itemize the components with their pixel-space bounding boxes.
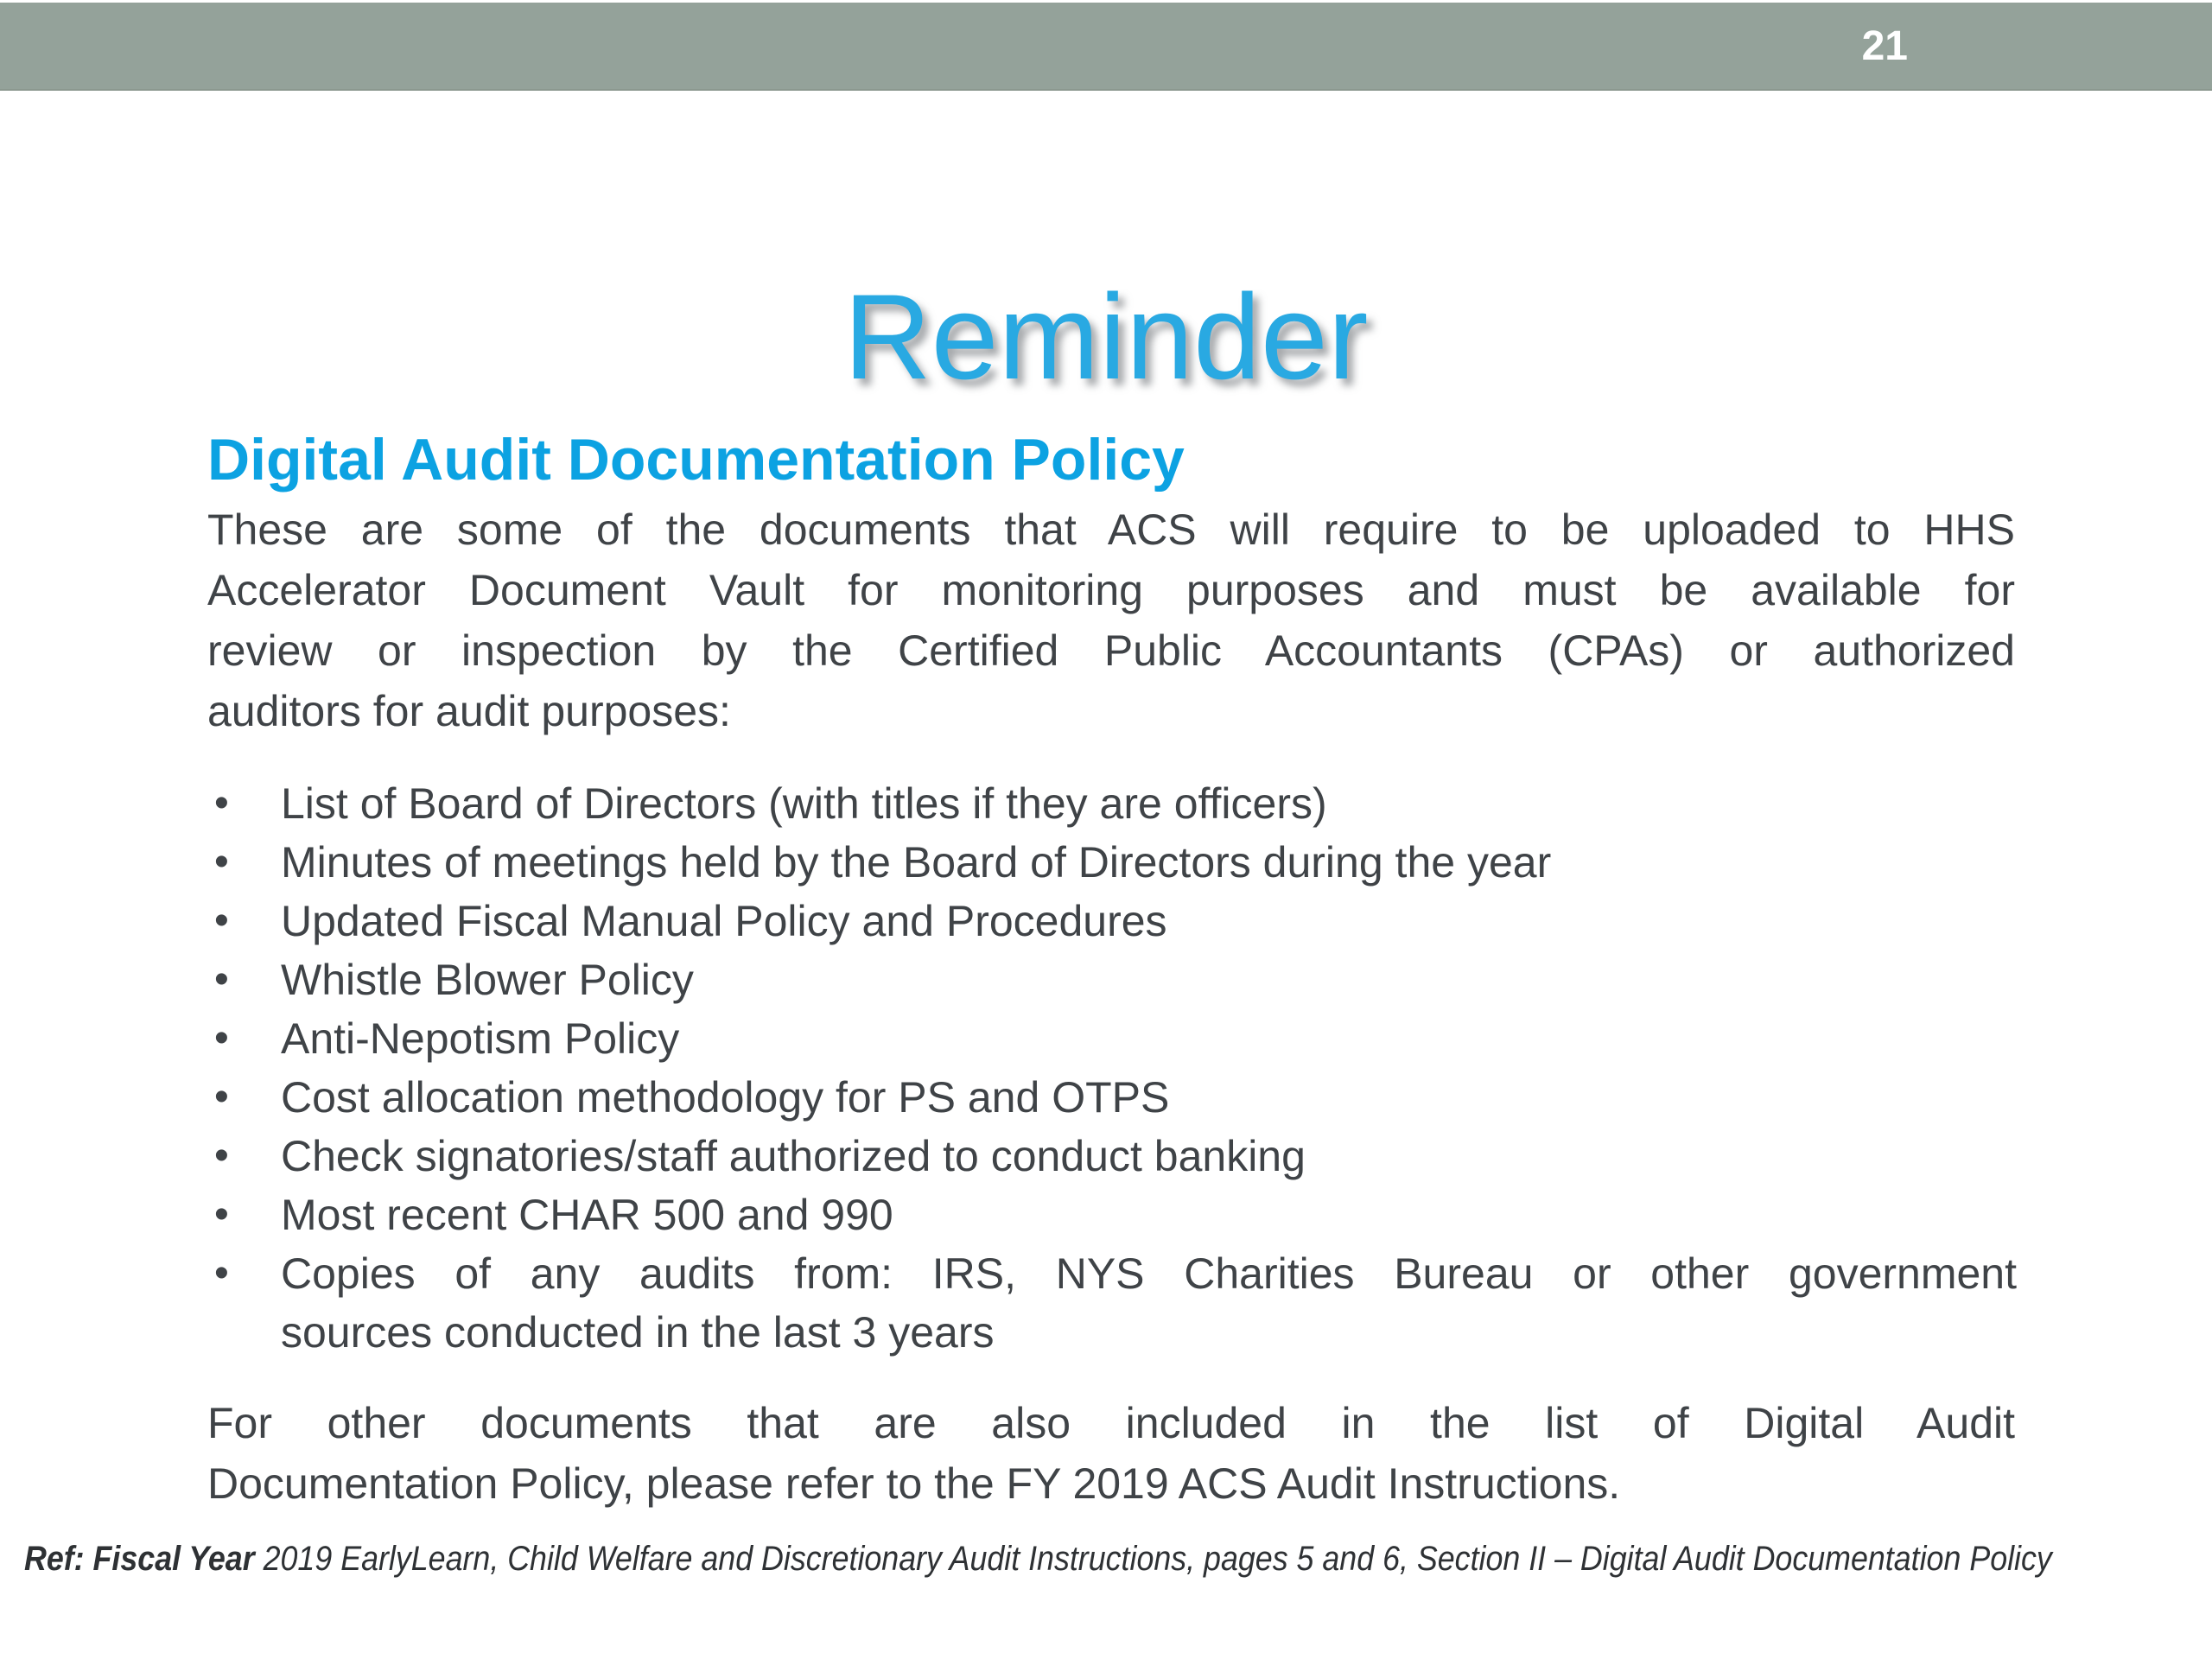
intro-paragraph xyxy=(207,499,2015,741)
bullet-item: • Check signatories/staff authorized to conduct banking xyxy=(207,1127,2017,1185)
bullet-item: • Whistle Blower Policy xyxy=(207,950,2017,1009)
closing-paragraph xyxy=(207,1393,2015,1514)
bullet-item: • Most recent CHAR 500 and 990 xyxy=(207,1185,2017,1244)
bullet-item: • List of Board of Directors (with titles if they are officers) xyxy=(207,774,2017,833)
reference-note xyxy=(24,1536,2190,1581)
header-bar xyxy=(0,3,2212,91)
slide-title: Reminder xyxy=(843,268,1369,404)
reference-text: 2019 EarlyLearn, Child Welfare and Discretionary Audit Instructions, pages 5 and 6, Section II – Digital Audit Documentation Policy xyxy=(254,1540,2052,1578)
bullet-item: • Updated Fiscal Manual Policy and Procedures xyxy=(207,892,2017,950)
bullet-list xyxy=(207,774,2017,1362)
closing-line: Documentation Policy, please refer to the FY 2019 ACS Audit Instructions. xyxy=(207,1459,1621,1508)
section-heading: Digital Audit Documentation Policy xyxy=(207,427,1185,493)
bullet-item: • Anti-Nepotism Policy xyxy=(207,1009,2017,1068)
page-number: 21 xyxy=(1861,23,1908,69)
bullet-item-line: sources conducted in the last 3 years xyxy=(281,1308,995,1357)
intro-line: Accelerator Document Vault for monitoring purposes and must be available for xyxy=(207,566,2015,614)
bullet-item xyxy=(207,1244,2017,1362)
intro-line: These are some of the documents that ACS will require to be uploaded to HHS xyxy=(207,505,2015,554)
intro-line: auditors for audit purposes: xyxy=(207,687,731,735)
closing-line: For other documents that are also included in the list of Digital Audit xyxy=(207,1399,2015,1447)
reference-prefix: Ref: Fiscal Year xyxy=(24,1540,255,1578)
intro-line: review or inspection by the Certified Public Accountants (CPAs) or authorized xyxy=(207,626,2015,675)
bullet-item: • Cost allocation methodology for PS and OTPS xyxy=(207,1068,2017,1127)
bullet-item-line: • Copies of any audits from: IRS, NYS Charities Bureau or other government xyxy=(281,1249,2017,1298)
bullet-item: • Minutes of meetings held by the Board of Directors during the year xyxy=(207,833,2017,892)
